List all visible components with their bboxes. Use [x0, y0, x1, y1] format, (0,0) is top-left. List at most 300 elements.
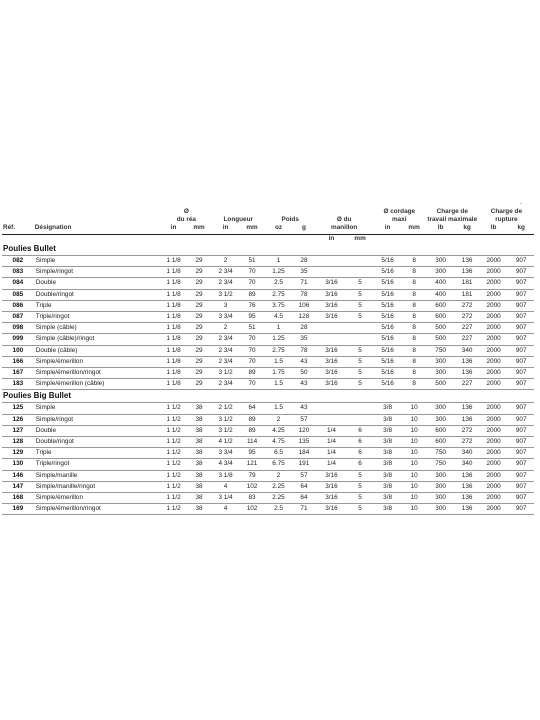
value-cell: 2 3/4 — [212, 345, 240, 356]
ref-cell: 167 — [2, 368, 34, 379]
value-cell: 8 — [402, 267, 425, 278]
ref-cell: 083 — [2, 267, 34, 278]
value-cell: 136 — [455, 356, 478, 367]
value-cell: 2000 — [479, 334, 509, 345]
value-cell: 136 — [455, 504, 478, 515]
value-cell: 5 — [347, 289, 372, 300]
value-cell: 2000 — [479, 493, 509, 504]
value-cell: 38 — [186, 448, 211, 459]
value-cell: 29 — [186, 256, 211, 267]
designation-cell: Simple/émerillon/ringot — [34, 368, 161, 379]
value-cell: 5 — [347, 312, 372, 323]
ref-cell: 086 — [2, 300, 34, 311]
value-cell: 121 — [239, 459, 264, 470]
value-cell: 1 1/2 — [161, 459, 186, 470]
value-cell — [347, 334, 372, 345]
unit-rupture-kg: kg — [508, 224, 534, 235]
value-cell: 5/16 — [373, 323, 403, 334]
value-cell: 1 1/2 — [161, 425, 186, 436]
value-cell: 2 — [212, 323, 240, 334]
value-cell: 136 — [455, 414, 478, 425]
value-cell: 1.5 — [265, 403, 293, 414]
value-cell: 1 1/8 — [161, 312, 186, 323]
value-cell: 8 — [402, 323, 425, 334]
value-cell: 300 — [426, 493, 456, 504]
pulley-specs-table-container — [2, 208, 534, 515]
value-cell: 8 — [402, 256, 425, 267]
value-cell: 3 1/2 — [212, 289, 240, 300]
value-cell: 89 — [239, 289, 264, 300]
value-cell: 907 — [508, 437, 534, 448]
value-cell: 3/16 — [316, 312, 348, 323]
value-cell: 907 — [508, 368, 534, 379]
value-cell: 29 — [186, 345, 211, 356]
designation-cell: Simple/émerillon — [34, 356, 161, 367]
ref-cell: 087 — [2, 312, 34, 323]
value-cell: 89 — [239, 425, 264, 436]
designation-cell: Triple/ringot — [34, 459, 161, 470]
value-cell: 6.75 — [265, 459, 293, 470]
value-cell: 1 1/2 — [161, 481, 186, 492]
header-designation: Désignation — [34, 224, 161, 235]
value-cell — [316, 414, 348, 425]
header-rea-symbol: Ø — [183, 208, 189, 215]
designation-cell: Double — [34, 425, 161, 436]
value-cell: 2000 — [479, 481, 509, 492]
value-cell: 136 — [455, 267, 478, 278]
unit-rupture-lb: lb — [479, 224, 509, 235]
value-cell: 8 — [402, 379, 425, 390]
value-cell: 907 — [508, 425, 534, 436]
value-cell: 300 — [426, 470, 456, 481]
value-cell: 500 — [426, 379, 456, 390]
value-cell: 400 — [426, 289, 456, 300]
table-body — [2, 243, 534, 515]
value-cell: 6 — [347, 459, 372, 470]
header-charge-rupture: Charge de — [490, 208, 523, 215]
value-cell: 2000 — [479, 323, 509, 334]
value-cell: 1 1/8 — [161, 345, 186, 356]
table-row — [2, 300, 534, 311]
header-charge-travail: Charge de — [436, 208, 468, 215]
value-cell: 43 — [292, 356, 315, 367]
ref-cell: 168 — [2, 493, 34, 504]
value-cell: 2.25 — [265, 493, 293, 504]
value-cell: 1 1/8 — [161, 289, 186, 300]
value-cell: 71 — [292, 278, 315, 289]
pulley-specs-table — [2, 208, 534, 515]
value-cell: 272 — [455, 312, 478, 323]
section-header-row — [2, 390, 534, 403]
table-row — [2, 278, 534, 289]
value-cell: 2 3/4 — [212, 267, 240, 278]
ref-cell: 128 — [2, 437, 34, 448]
value-cell: 907 — [508, 493, 534, 504]
value-cell: 29 — [186, 368, 211, 379]
value-cell: 3/8 — [373, 459, 403, 470]
value-cell: 300 — [426, 267, 456, 278]
value-cell: 5 — [347, 493, 372, 504]
table-row — [2, 403, 534, 414]
ref-cell: 127 — [2, 425, 34, 436]
value-cell: 3/16 — [316, 379, 348, 390]
value-cell: 29 — [186, 323, 211, 334]
value-cell: 2000 — [479, 267, 509, 278]
table-row — [2, 334, 534, 345]
value-cell: 2 3/4 — [212, 278, 240, 289]
value-cell: 4 1/2 — [212, 437, 240, 448]
value-cell: 28 — [292, 323, 315, 334]
designation-cell: Double (câble) — [34, 345, 161, 356]
value-cell: 1/4 — [316, 459, 348, 470]
value-cell: 136 — [455, 481, 478, 492]
value-cell: 2000 — [479, 425, 509, 436]
header-poids: Poids — [281, 216, 299, 223]
value-cell: 10 — [402, 493, 425, 504]
value-cell — [316, 334, 348, 345]
value-cell: 2000 — [479, 414, 509, 425]
corner-mark: - — [520, 201, 522, 207]
value-cell: 114 — [239, 437, 264, 448]
value-cell: 1 1/8 — [161, 300, 186, 311]
value-cell: 120 — [292, 425, 315, 436]
value-cell: 38 — [186, 459, 211, 470]
value-cell: 102 — [239, 481, 264, 492]
value-cell: 3 1/2 — [212, 414, 240, 425]
value-cell: 500 — [426, 334, 456, 345]
value-cell: 4.75 — [265, 437, 293, 448]
value-cell: 2000 — [479, 504, 509, 515]
value-cell: 43 — [292, 403, 315, 414]
value-cell: 907 — [508, 379, 534, 390]
value-cell: 1.5 — [265, 356, 293, 367]
value-cell: 10 — [402, 448, 425, 459]
value-cell: 3/16 — [316, 278, 348, 289]
value-cell: 3/16 — [316, 356, 348, 367]
ref-cell: 146 — [2, 470, 34, 481]
value-cell: 500 — [426, 323, 456, 334]
designation-cell: Double — [34, 278, 161, 289]
value-cell: 1 1/2 — [161, 437, 186, 448]
value-cell: 38 — [186, 403, 211, 414]
value-cell: 227 — [455, 379, 478, 390]
value-cell: 5/16 — [373, 267, 403, 278]
value-cell: 29 — [186, 379, 211, 390]
value-cell: 70 — [239, 379, 264, 390]
value-cell: 2000 — [479, 368, 509, 379]
ref-cell: 130 — [2, 459, 34, 470]
value-cell: 1.25 — [265, 334, 293, 345]
value-cell — [316, 256, 348, 267]
value-cell: 3 3/4 — [212, 448, 240, 459]
value-cell: 3 1/8 — [212, 470, 240, 481]
value-cell: 3/16 — [316, 345, 348, 356]
value-cell: 340 — [455, 448, 478, 459]
value-cell: 2000 — [479, 379, 509, 390]
value-cell: 64 — [292, 493, 315, 504]
value-cell: 1.5 — [265, 379, 293, 390]
unit-travail-lb: lb — [426, 224, 456, 235]
value-cell: 3/8 — [373, 414, 403, 425]
value-cell: 38 — [186, 414, 211, 425]
value-cell: 1 1/8 — [161, 278, 186, 289]
value-cell: 5/16 — [373, 300, 403, 311]
header-cordage: Ø cordage — [383, 208, 416, 215]
value-cell: 600 — [426, 300, 456, 311]
value-cell: 2000 — [479, 278, 509, 289]
table-row — [2, 345, 534, 356]
value-cell: 78 — [292, 345, 315, 356]
value-cell: 70 — [239, 267, 264, 278]
unit-manillon-in: in — [328, 235, 335, 242]
value-cell: 2000 — [479, 356, 509, 367]
value-cell — [316, 403, 348, 414]
value-cell: 3/8 — [373, 481, 403, 492]
value-cell: 907 — [508, 334, 534, 345]
value-cell: 5 — [347, 504, 372, 515]
value-cell: 10 — [402, 437, 425, 448]
value-cell: 227 — [455, 334, 478, 345]
value-cell: 29 — [186, 334, 211, 345]
value-cell: 5 — [347, 368, 372, 379]
value-cell: 3/8 — [373, 470, 403, 481]
value-cell: 1 1/2 — [161, 470, 186, 481]
value-cell: 3 — [212, 300, 240, 311]
unit-cordage-in: in — [373, 224, 403, 235]
value-cell: 600 — [426, 425, 456, 436]
value-cell: 272 — [455, 425, 478, 436]
header-rupture: rupture — [495, 216, 518, 223]
value-cell: 2.75 — [265, 345, 293, 356]
value-cell: 4.25 — [265, 425, 293, 436]
value-cell: 5/16 — [373, 345, 403, 356]
value-cell: 1 1/2 — [161, 414, 186, 425]
value-cell: 3/16 — [316, 470, 348, 481]
designation-cell: Simple — [34, 256, 161, 267]
value-cell — [347, 267, 372, 278]
value-cell: 8 — [402, 312, 425, 323]
value-cell: 64 — [239, 403, 264, 414]
value-cell: 6.5 — [265, 448, 293, 459]
table-row — [2, 459, 534, 470]
value-cell: 76 — [239, 300, 264, 311]
value-cell: 4 — [212, 481, 240, 492]
value-cell: 5/16 — [373, 278, 403, 289]
unit-rea-mm: mm — [186, 224, 211, 235]
value-cell: 79 — [239, 470, 264, 481]
value-cell: 10 — [402, 403, 425, 414]
value-cell: 750 — [426, 459, 456, 470]
value-cell: 2 1/2 — [212, 403, 240, 414]
value-cell: 8 — [402, 278, 425, 289]
value-cell — [347, 403, 372, 414]
value-cell: 3/16 — [316, 504, 348, 515]
value-cell: 2 — [265, 470, 293, 481]
unit-poids-oz: oz — [265, 224, 293, 235]
value-cell: 1 1/8 — [161, 256, 186, 267]
value-cell: 184 — [292, 448, 315, 459]
value-cell: 64 — [292, 481, 315, 492]
table-row — [2, 256, 534, 267]
value-cell: 6 — [347, 425, 372, 436]
value-cell: 29 — [186, 356, 211, 367]
value-cell: 1 1/8 — [161, 334, 186, 345]
value-cell: 10 — [402, 459, 425, 470]
table-row — [2, 289, 534, 300]
ref-cell: 100 — [2, 345, 34, 356]
value-cell: 70 — [239, 345, 264, 356]
value-cell: 8 — [402, 345, 425, 356]
value-cell: 2 — [212, 256, 240, 267]
table-row — [2, 267, 534, 278]
value-cell: 907 — [508, 345, 534, 356]
value-cell: 907 — [508, 300, 534, 311]
value-cell: 5 — [347, 470, 372, 481]
value-cell: 38 — [186, 437, 211, 448]
value-cell: 340 — [455, 345, 478, 356]
value-cell: 78 — [292, 289, 315, 300]
value-cell: 4 — [212, 504, 240, 515]
value-cell: 38 — [186, 493, 211, 504]
value-cell: 907 — [508, 256, 534, 267]
value-cell — [347, 414, 372, 425]
table-row — [2, 356, 534, 367]
value-cell: 300 — [426, 368, 456, 379]
value-cell: 8 — [402, 334, 425, 345]
value-cell: 300 — [426, 403, 456, 414]
value-cell: 2 — [265, 414, 293, 425]
designation-cell: Triple/ringot — [34, 312, 161, 323]
ref-cell: 183 — [2, 379, 34, 390]
value-cell: 3/16 — [316, 300, 348, 311]
ref-cell: 169 — [2, 504, 34, 515]
header-maxi: maxi — [392, 216, 407, 223]
value-cell: 3/8 — [373, 425, 403, 436]
designation-cell: Simple/manille — [34, 470, 161, 481]
value-cell: 3/8 — [373, 504, 403, 515]
value-cell: 181 — [455, 278, 478, 289]
value-cell: 1 1/2 — [161, 403, 186, 414]
value-cell: 5/16 — [373, 356, 403, 367]
value-cell: 300 — [426, 414, 456, 425]
section-title: Poulies Big Bullet — [2, 390, 534, 403]
value-cell: 5 — [347, 379, 372, 390]
value-cell: 2000 — [479, 289, 509, 300]
value-cell: 3/16 — [316, 289, 348, 300]
value-cell: 136 — [455, 256, 478, 267]
value-cell: 2.75 — [265, 289, 293, 300]
value-cell: 907 — [508, 323, 534, 334]
value-cell: 8 — [402, 356, 425, 367]
table-row — [2, 493, 534, 504]
value-cell: 5 — [347, 345, 372, 356]
value-cell: 5 — [347, 300, 372, 311]
unit-cordage-mm: mm — [402, 224, 425, 235]
unit-rea-in: in — [161, 224, 186, 235]
value-cell: 5/16 — [373, 312, 403, 323]
value-cell: 6 — [347, 448, 372, 459]
header-manillon-symbol: Ø du — [336, 216, 352, 223]
value-cell: 29 — [186, 312, 211, 323]
value-cell: 1/4 — [316, 437, 348, 448]
value-cell: 300 — [426, 356, 456, 367]
designation-cell: Simple/ringot — [34, 267, 161, 278]
ref-cell: 084 — [2, 278, 34, 289]
value-cell: 8 — [402, 368, 425, 379]
value-cell: 106 — [292, 300, 315, 311]
value-cell: 51 — [239, 256, 264, 267]
value-cell: 907 — [508, 414, 534, 425]
value-cell: 5/16 — [373, 334, 403, 345]
value-cell: 1 1/8 — [161, 368, 186, 379]
value-cell: 300 — [426, 481, 456, 492]
table-row — [2, 425, 534, 436]
value-cell: 1.25 — [265, 267, 293, 278]
value-cell: 907 — [508, 470, 534, 481]
value-cell: 1/4 — [316, 448, 348, 459]
section-title: Poulies Bullet — [2, 243, 534, 256]
designation-cell: Simple — [34, 403, 161, 414]
table-row — [2, 379, 534, 390]
value-cell: 8 — [402, 289, 425, 300]
value-cell: 35 — [292, 334, 315, 345]
designation-cell: Double/ringot — [34, 289, 161, 300]
value-cell: 600 — [426, 437, 456, 448]
value-cell — [316, 267, 348, 278]
table-row — [2, 323, 534, 334]
value-cell: 70 — [239, 356, 264, 367]
value-cell: 3/8 — [373, 437, 403, 448]
ref-cell: 125 — [2, 403, 34, 414]
unit-manillon-mm: mm — [354, 235, 366, 242]
value-cell: 5 — [347, 481, 372, 492]
unit-poids-g: g — [292, 224, 315, 235]
designation-cell: Simple/émerillon/ringot — [34, 504, 161, 515]
value-cell: 2.25 — [265, 481, 293, 492]
value-cell: 2 3/4 — [212, 379, 240, 390]
value-cell: 10 — [402, 481, 425, 492]
table-row — [2, 470, 534, 481]
value-cell: 10 — [402, 504, 425, 515]
designation-cell: Triple — [34, 448, 161, 459]
value-cell: 89 — [239, 368, 264, 379]
value-cell: 1 1/2 — [161, 493, 186, 504]
value-cell: 300 — [426, 504, 456, 515]
ref-cell: 166 — [2, 356, 34, 367]
value-cell — [316, 323, 348, 334]
value-cell: 29 — [186, 278, 211, 289]
value-cell: 136 — [455, 470, 478, 481]
value-cell: 1 1/2 — [161, 448, 186, 459]
value-cell: 1 — [265, 323, 293, 334]
value-cell: 3 3/4 — [212, 312, 240, 323]
table-row — [2, 448, 534, 459]
value-cell: 43 — [292, 379, 315, 390]
value-cell: 3/8 — [373, 403, 403, 414]
value-cell: 83 — [239, 493, 264, 504]
value-cell: 2000 — [479, 403, 509, 414]
value-cell: 5 — [347, 356, 372, 367]
value-cell: 10 — [402, 414, 425, 425]
value-cell: 2000 — [479, 470, 509, 481]
value-cell: 907 — [508, 289, 534, 300]
value-cell: 29 — [186, 289, 211, 300]
value-cell: 2000 — [479, 312, 509, 323]
value-cell: 907 — [508, 459, 534, 470]
value-cell: 50 — [292, 368, 315, 379]
ref-cell: 098 — [2, 323, 34, 334]
value-cell: 2 3/4 — [212, 356, 240, 367]
